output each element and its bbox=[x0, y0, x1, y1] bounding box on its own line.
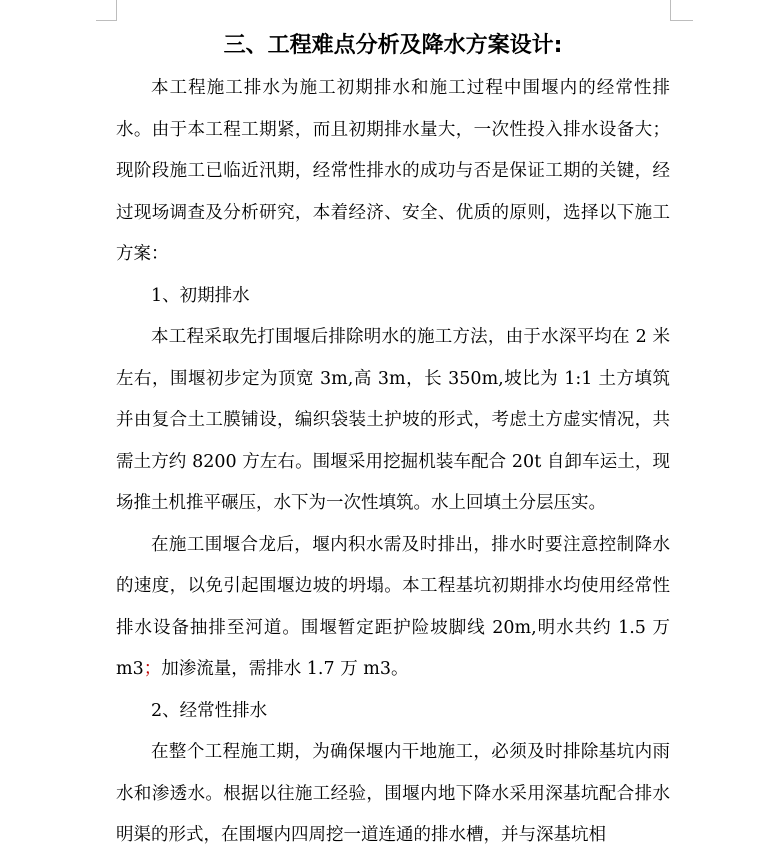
paragraph-regular-drainage: 在整个工程施工期，为确保堰内干地施工，必须及时排除基坑内雨水和渗透水。根据以往施工经验，围堰内地下降水采用深基坑配合排水明渠的形式，在围堰内四周挖一道连通的排水槽，并与深基坑相 bbox=[116, 742, 670, 845]
section-title: 三、工程难点分析及降水方案设计: bbox=[223, 33, 563, 58]
paragraph-intro: 本工程施工排水为施工初期排水和施工过程中围堰内的经常性排水。由于本工程工期紧，而且初期排水量大，一次性投入排水设备大；现阶段施工已临近汛期，经常性排水的成功与否是保证工期的关键，经过现场调查及分析研究，本着经济、安全、优质的原则，选择以下施工方案： bbox=[116, 78, 670, 264]
paragraph-cofferdam: 本工程采取先打围堰后排除明水的施工方法，由于水深平均在 2 米左右，围堰初步定为顶宽 3m,高 3m，长 350m,坡比为 1:1 土方填筑并由复合土工膜铺设，编织袋装土护坡的形式，考虑土方虚实情况，共需土方约 8200 方左右。围堰采用挖掘机装车配合 20t 自卸车运土，现场推土机推平碾压，水下为一次性填筑。水上回填土分层压实。 bbox=[116, 327, 670, 513]
paragraph-closure-separator: ； bbox=[143, 659, 162, 679]
margin-mark-top-right bbox=[670, 0, 693, 21]
paragraph-closure-text-a: 在施工围堰合龙后，堰内积水需及时排出，排水时要注意控制降水的速度，以免引起围堰边坡的坍塌。本工程基坑初期排水均使用经常性排水设备抽排至河道。围堰暂定距护险坡脚线 20m,明水共约 1.5 万 m3 bbox=[116, 534, 670, 679]
paragraph-closure-text-b: 加渗流量，需排水 1.7 万 m3。 bbox=[161, 659, 409, 679]
paragraph-closure bbox=[116, 525, 670, 691]
document-body[interactable] bbox=[116, 24, 670, 857]
subheading-regular-drainage: 2、经常性排水 bbox=[151, 700, 268, 721]
subheading-initial-drainage: 1、初期排水 bbox=[151, 285, 250, 306]
margin-mark-top-left bbox=[96, 0, 117, 21]
